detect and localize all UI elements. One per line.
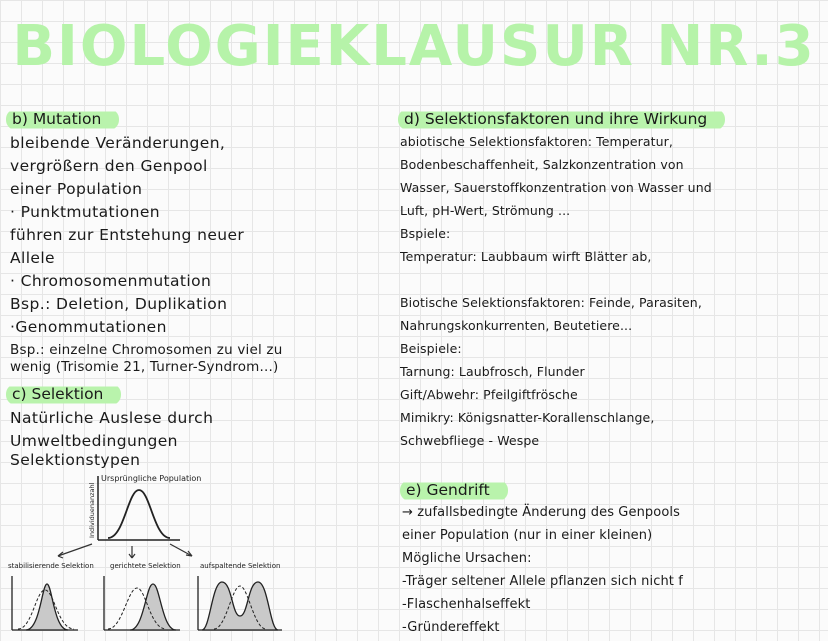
title-part-1: BIOLOGIEKL [12,14,409,79]
disruptive-label: aufspaltende Selektion [200,562,281,570]
mutation-heading: b) Mutation [6,109,119,130]
gendrift-line: → zufallsbedingte Änderung des Genpools [402,505,680,520]
directional-label: gerichtete Selektion [110,562,181,570]
faktoren-line: Schwebfliege - Wespe [400,433,540,448]
faktoren-line: Gift/Abwehr: Pfeilgiftfrösche [400,387,578,402]
mutation-line: Bsp.: einzelne Chromosomen zu viel zu [10,342,283,358]
title-part-3: NR.3 [656,14,816,79]
mutation-line: einer Population [10,180,143,198]
selektion-line: Natürliche Auslese durch [10,409,214,427]
faktoren-line: abiotische Selektionsfaktoren: Temperatur, [400,134,673,149]
faktoren-line: Temperatur: Laubbaum wirft Blätter ab, [400,249,652,264]
gendrift-line: -Gründereffekt [402,620,500,635]
faktoren-line: Biotische Selektionsfaktoren: Feinde, Parasiten, [400,295,702,310]
stabilizing-selection-plot [8,562,94,630]
selection-types-diagram [0,468,300,641]
gendrift-line: -Träger seltener Allele pflanzen sich nicht f [402,574,683,589]
mutation-line: ·Genommutationen [10,318,167,336]
directional-selection-plot [104,562,181,630]
title-part-2: AUSUR [408,14,657,79]
gendrift-line: Mögliche Ursachen: [402,551,532,566]
gendrift-line: -Flaschenhalseffekt [402,597,531,612]
faktoren-line: Bodenbeschaffenheit, Salzkonzentration von [400,157,684,172]
original-population-plot [88,474,201,540]
page-title [0,14,828,84]
mutation-line: · Chromosomenmutation [10,272,212,290]
faktoren-line: Bspiele: [400,226,451,241]
mutation-line: wenig (Trisomie 21, Turner-Syndrom...) [10,359,279,375]
mutation-line: · Punktmutationen [10,203,160,221]
stabilizing-label: stabilisierende Selektion [8,562,94,570]
faktoren-heading: d) Selektionsfaktoren und ihre Wirkung [398,109,725,130]
disruptive-selection-plot [198,562,282,630]
mutation-line: Bsp.: Deletion, Duplikation [10,295,228,313]
faktoren-line: Beispiele: [400,341,462,356]
gendrift-heading: e) Gendrift [400,480,508,501]
faktoren-line: Wasser, Sauerstoffkonzentration von Wasser und [400,180,712,195]
gendrift-line: einer Population (nur in einer kleinen) [402,528,653,543]
faktoren-line: Nahrungskonkurrenten, Beutetiere... [400,318,633,333]
selektion-line: Selektionstypen [10,451,141,469]
faktoren-line: Tarnung: Laubfrosch, Flunder [400,364,585,379]
mutation-line: vergrößern den Genpool [10,157,208,175]
mutation-line: führen zur Entstehung neuer [10,226,245,244]
faktoren-line: Mimikry: Königsnatter-Korallenschlange, [400,410,655,425]
arrows [58,544,192,558]
selektion-heading: c) Selektion [6,384,121,405]
y-axis-label: Individuenanzahl [88,482,96,538]
original-population-label: Ursprüngliche Population [101,474,202,483]
mutation-line: Allele [10,249,55,267]
mutation-line: bleibende Veränderungen, [10,134,226,152]
selektion-line: Umweltbedingungen [10,432,178,450]
faktoren-line: Luft, pH-Wert, Strömung ... [400,203,571,218]
